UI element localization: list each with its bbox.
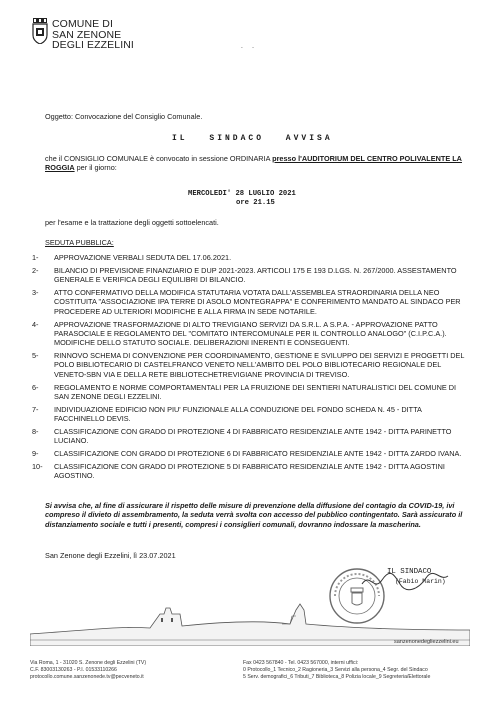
footer-offices-line-1: 0 Protocollo_1 Tecnico_2 Ragioneria_3 Servizi alla persona_4 Segr. del Sindaco	[243, 667, 428, 673]
meeting-time: ore 21.15	[236, 199, 275, 207]
agenda-item	[32, 320, 472, 348]
agenda-item	[32, 253, 472, 262]
municipality-line-3: DEGLI EZZELINI	[52, 39, 134, 51]
agenda-item-text: REGOLAMENTO E NORME COMPORTAMENTALI PER LA FRUIZIONE DEI SENTIERI NATURALISTICI DEL COMUNE DI SAN ZENONE DEGLI EZZELINI.	[54, 382, 457, 401]
header-marks: - -	[240, 44, 257, 51]
agenda-item-text: CLASSIFICAZIONE CON GRADO DI PROTEZIONE 5 DI FABBRICATO RESIDENZIALE ANTE 1942 - DITTA AGOSTINI AGOSTINO.	[54, 461, 445, 481]
agenda-item-text: RINNOVO SCHEMA DI CONVENZIONE PER COORDINAMENTO, GESTIONE E SVILUPPO DEI SERVIZI E PROGETTI DEL POLO BIBLIOTECARIO DI CASTELFRANCO VENETO NELL'AMBITO DEL POLO BIBLIOTECARIO REGIONALE DEL VENETO-SBN VIA E DELLA RETE BIBLIOTECHETREVIGIANE PROVINCIA DI TREVISO.	[54, 351, 465, 379]
agenda-item-number: 3-	[32, 288, 39, 298]
subject-line: Oggetto: Convocazione del Consiglio Comunale.	[45, 112, 203, 121]
municipality-name	[52, 19, 134, 51]
meeting-date: MERCOLEDI' 28 LUGLIO 2021	[188, 190, 296, 198]
sindaco-avvisa-heading: IL SINDACO AVVISA	[172, 134, 333, 143]
agenda-item-text: APPROVAZIONE TRASFORMAZIONE DI ALTO TREVIGIANO SERVIZI DA S.R.L. A S.P.A. - APPROVAZIONE PATTO PARASOCIALE E REGOLAMENTO DEL "COMITATO INTERCOMUNALE PER IL CONTROLLO ANALOGO" (C.I.P.C.A.). MODIFICHE DELLO STATUTO SOCIALE. DELIBERAZIONI INERENTI E CONSEGUENTI.	[54, 319, 447, 348]
intro-tail: per il giorno:	[74, 163, 117, 173]
signature-title: IL SINDACO	[387, 568, 432, 576]
footer-tax-line: C.F. 83003130263 - P.I. 01533110266	[30, 667, 117, 673]
agenda-item-text: CLASSIFICAZIONE CON GRADO DI PROTEZIONE 6 DI FABBRICATO RESIDENZIALE ANTE 1942 - DITTA ZARDO IVANA.	[54, 449, 462, 459]
footer-offices-line-2: 5 Serv. demografici_6 Tributi_7 Biblioteca_8 Polizia locale_9 Segreteria/Elettorale	[243, 674, 431, 680]
agenda-item-text: INDIVIDUAZIONE EDIFICIO NON PIU' FUNZIONALE ALLA CONDUZIONE DEL FONDO SCHEDA N. 45 - DITTA FACCHINELLO DEVIS.	[54, 404, 422, 424]
agenda-item-text: APPROVAZIONE VERBALI SEDUTA DEL 17.06.2021.	[54, 253, 232, 262]
agenda-item	[32, 266, 472, 285]
website-link[interactable]: sanzenonedegliezzelini.eu	[394, 639, 459, 645]
agenda-item	[32, 449, 472, 458]
agenda-item	[32, 462, 472, 481]
footer-address-line: Via Roma, 1 - 31020 S. Zenone degli Ezzelini (TV)	[30, 660, 147, 666]
agenda-item-number: 7-	[32, 404, 39, 414]
agenda-item	[32, 351, 472, 379]
agenda-item-number: 9-	[32, 449, 39, 459]
footer-contacts	[243, 660, 430, 681]
municipal-crest-icon	[32, 18, 48, 44]
agenda-item-number: 10-	[32, 461, 43, 471]
municipality-line-2: SAN ZENONE	[52, 28, 122, 41]
agenda-item-number: 1-	[32, 253, 39, 262]
venue-text: presso l'AUDITORIUM DEL CENTRO POLIVALENTE LA ROGGIA	[45, 154, 462, 173]
agenda-item-text: BILANCIO DI PREVISIONE FINANZIARIO E DUP 2021-2023. ARTICOLI 175 E 193 D.LGS. N. 267/2000. ASSESTAMENTO GENERALE E VERIFICA DEGLI EQUILIBRI DI BILANCIO.	[54, 265, 457, 285]
agenda-item-text: CLASSIFICAZIONE CON GRADO DI PROTEZIONE 4 DI FABBRICATO RESIDENZIALE ANTE 1942 - DITTA PARINETTO LUCIANO.	[54, 426, 452, 446]
footer-address	[30, 660, 146, 681]
agenda-list	[32, 253, 472, 484]
municipality-line-1: COMUNE DI	[52, 18, 113, 30]
agenda-item-number: 5-	[32, 351, 39, 361]
agenda-item	[32, 405, 472, 424]
handwritten-signature-icon	[360, 570, 450, 594]
covid-notice: Si avvisa che, al fine di assicurare il rispetto delle misure di prevenzione della diffusione del contagio da COVID-19, ivi compreso il divieto di assembramento, la seduta verrà svolta con accesso del pubblico contingentato. Sarà assicurato il distanziamento sociale e tutti i presenti, compresi i consiglieri comunali, dovranno indossare la mascherina.	[45, 501, 463, 529]
signature-name: (Fabio Marin)	[395, 578, 446, 585]
agenda-item	[32, 288, 472, 316]
agenda-item	[32, 383, 472, 402]
agenda-intro: per l'esame e la trattazione degli oggetti sottoelencati.	[45, 218, 219, 227]
agenda-item	[32, 427, 472, 446]
agenda-item-number: 2-	[32, 265, 39, 275]
convocation-paragraph	[45, 154, 465, 173]
place-date: San Zenone degli Ezzelini, lì 23.07.2021	[45, 551, 176, 560]
agenda-item-number: 6-	[32, 382, 39, 392]
agenda-item-number: 4-	[32, 319, 39, 329]
footer-phone-line: Fax 0423 567840 - Tel. 0423 567000, interni uffici:	[243, 660, 359, 666]
footer-pec-link[interactable]: protocollo.comune.sanzenonede.tv@pecveneto.it	[30, 674, 144, 680]
agenda-item-number: 8-	[32, 426, 39, 436]
seduta-pubblica-label: SEDUTA PUBBLICA:	[45, 238, 114, 247]
intro-text: che il CONSIGLIO COMUNALE è convocato in sessione ORDINARIA	[45, 154, 273, 163]
agenda-item-text: ATTO CONFERMATIVO DELLA MODIFICA STATUTARIA VOTATA DALL'ASSEMBLEA STRAORDINARIA DELLA NEO COSTITUITA "ASSOCIAZIONE IPA TERRE DI ASOLO MONTEGRAPPA" E CONFERIMENTO MANDATO AL SINDACO PER PROCEDERE AD ULTERIORI MODIFICHE E ALLA FIRMA IN SEDE NOTARILE.	[54, 288, 461, 316]
